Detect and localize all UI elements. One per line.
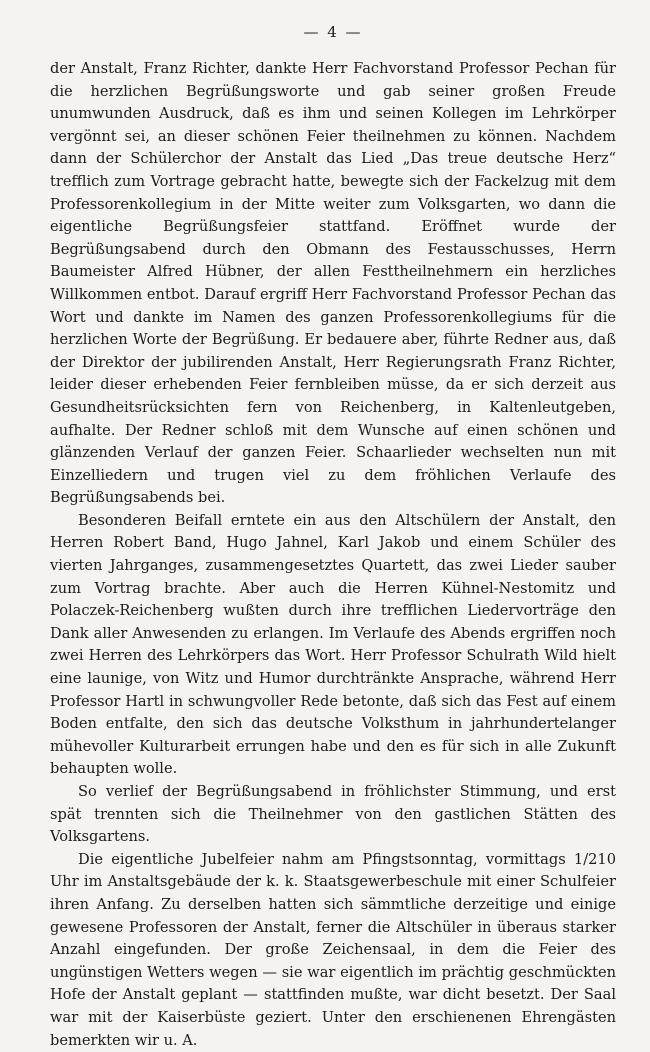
paragraph-3: So verlief der Begrüßungsabend in fröhlichster Stimmung, und erst spät trennten sich die Theilnehmer von den gastlichen Stätten des Volksgartens. <box>50 783 616 846</box>
paragraph-2: Besonderen Beifall erntete ein aus den Altschülern der Anstalt, den Herren Robert Band, Hugo Jahnel, Karl Jakob und einem Schüler des vierten Jahrganges, zusammengesetztes Quartett, das zwei Lieder sauber zum Vortrag brachte. Aber auch die Herren Kühnel-Nestomitz und Polaczek-Reichenberg wußten durch ihre trefflichen Liedervorträge den Dank aller Anwesenden zu erlangen. Im Verlaufe des Abends ergriffen noch zwei Herren des Lehrkörpers das Wort. Herr Professor Schulrath Wild hielt eine launige, von Witz und Humor durchtränkte Ansprache, während Herr Professor Hartl in schwungvoller Rede betonte, daß sich das Fest auf einem Boden entfalte, den sich das deutsche Volksthum in jahrhundertelanger mühevoller Kulturarbeit errungen habe und den es für sich in alle Zukunft behaupten wolle. <box>50 511 616 778</box>
page-number: — 4 — <box>303 23 363 41</box>
paragraph-4: Die eigentliche Jubelfeier nahm am Pfingstsonntag, vormittags 1/210 Uhr im Anstaltsgebäude der k. k. Staatsgewerbeschule mit einer Schulfeier ihren Anfang. Zu derselben hatten sich sämmtliche derzeitige und einige gewesene Professoren der Anstalt, ferner die Altschüler in überaus starker Anzahl eingefunden. Der große Zeichensaal, in dem die Feier des ungünstigen Wetters wegen — sie war eigentlich im prächtig geschmückten Hofe der Anstalt geplant — stattfinden mußte, war dicht besetzt. Der Saal war mit der Kaiserbüste geziert. Unter den erschienenen Ehrengästen bemerkten wir u. A. <box>50 850 616 1049</box>
paragraph-1: der Anstalt, Franz Richter, dankte Herr Fachvorstand Professor Pechan für die herzlichen Begrüßungsworte und gab seiner großen Freude unumwunden Ausdruck, daß es ihm und seinen Kollegen im Lehrkörper vergönnt sei, an dieser schönen Feier theilnehmen zu können. Nachdem dann der Schülerchor der Anstalt das Lied „Das treue deutsche Herz“ trefflich zum Vortrage gebracht hatte, bewegte sich der Fackelzug mit dem Professorenkollegium in der Mitte weiter zum Volksgarten, wo dann die eigentliche Begrüßungsfeier stattfand. Eröffnet wurde der Begrüßungsabend durch den Obmann des Festausschusses, Herrn Baumeister Alfred Hübner, der allen Festtheilnehmern ein herzliches Willkommen entbot. Darauf ergriff Herr Fachvorstand Professor Pechan das Wort und dankte im Namen des ganzen Professorenkollegiums für die herzlichen Worte der Begrüßung. Er bedauere aber, führte Redner aus, daß der Direktor der jubilirenden Anstalt, Herr Regierungsrath Franz Richter, leider dieser erhebenden Feier fernbleiben müsse, da er sich derzeit aus Gesundheitsrücksichten fern von Reichenberg, in Kaltenleutgeben, aufhalte. Der Redner schloß mit dem Wunsche auf einen schönen und glänzenden Verlauf der ganzen Feier. Schaarlieder wechselten nun mit Einzelliedern und trugen viel zu dem fröhlichen Verlaufe des Begrüßungsabends bei. <box>50 60 616 507</box>
body-text <box>50 58 616 1052</box>
